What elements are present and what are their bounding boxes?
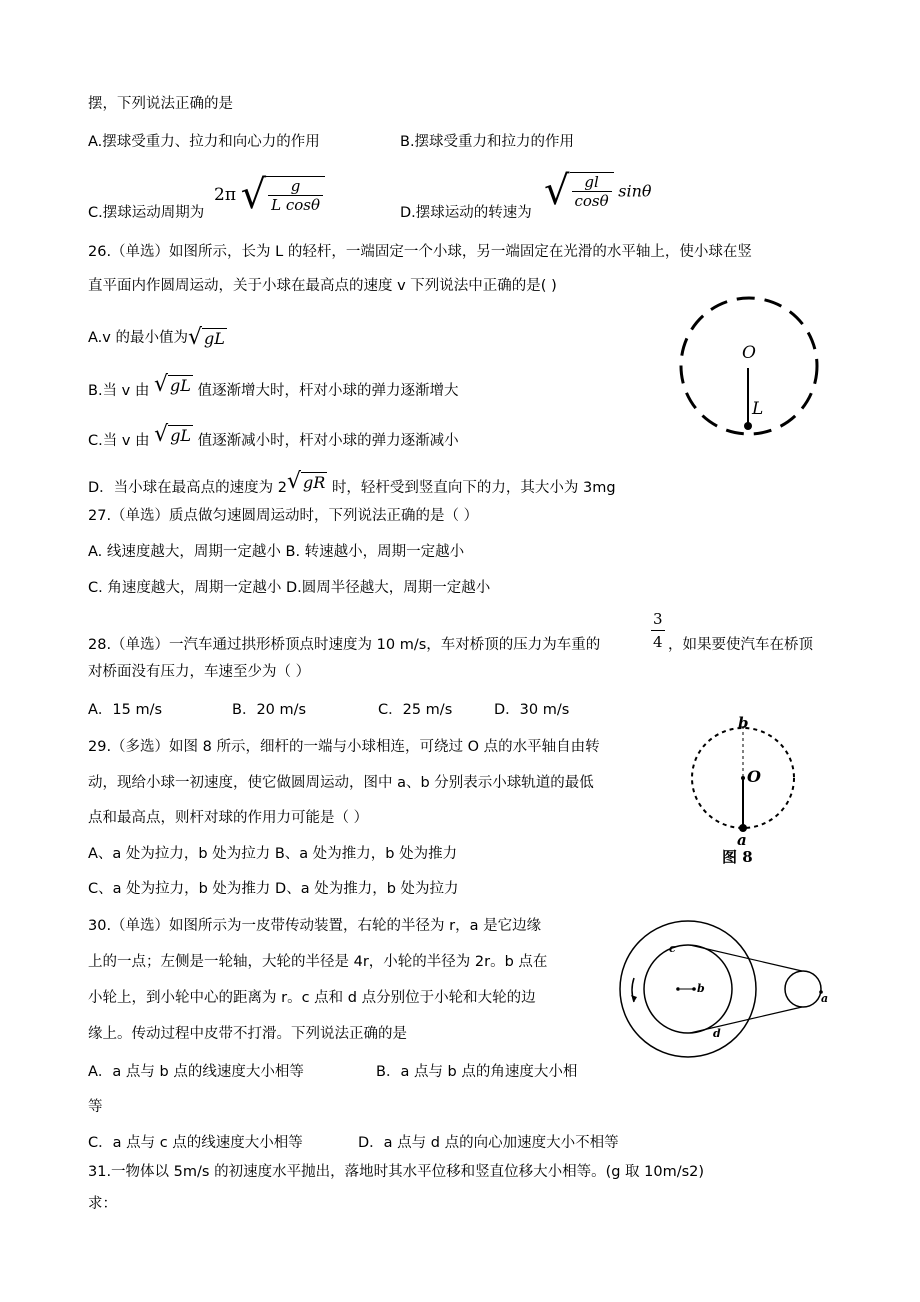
q28-option-c: C．25 m/s xyxy=(378,702,453,718)
q30-rotation-arrowhead xyxy=(631,995,637,1002)
q30-belt-bottom xyxy=(690,1007,802,1033)
q30-point-b xyxy=(692,987,696,991)
q26-option-b-post: 值逐渐增大时，杆对小球的弹力逐渐增大 xyxy=(197,383,459,399)
q29-stem-line3: 点和最高点，则杆对球的作用力可能是（ ） xyxy=(88,810,369,826)
q25-c-formula xyxy=(214,172,325,218)
q27-stem: 27.（单选）质点做匀速圆周运动时，下列说法正确的是（ ） xyxy=(88,508,479,524)
q27-options-ab: A. 线速度越大，周期一定越小 B. 转速越小，周期一定越小 xyxy=(88,544,465,560)
q29-options-cd: C、a 处为拉力，b 处为推力 D、a 处为推力，b 处为拉力 xyxy=(88,881,459,897)
q30-label-c: c xyxy=(669,942,676,955)
q26-figure-rod-circle xyxy=(672,290,832,450)
q30-stem-line3: 小轮上，到小轮中心的距离为 r。c 点和 d 点分别位于小轮和大轮的边 xyxy=(88,990,536,1006)
q28-frac-num: 3 xyxy=(651,608,665,631)
q29-label-o: O xyxy=(747,767,761,786)
q25-d-den: cosθ xyxy=(574,192,609,210)
q25-c-num: g xyxy=(268,177,323,196)
q26-c-radical: √ gL xyxy=(154,422,192,447)
q31-stem-line2: 求： xyxy=(88,1196,117,1212)
q28-stem-line2: 对桥面没有压力，车速至少为（ ） xyxy=(88,664,311,680)
q25-option-b: B.摆球受重力和拉力的作用 xyxy=(400,134,575,150)
q25-intro: 摆，下列说法正确的是 xyxy=(88,96,233,112)
q26-ball xyxy=(744,422,752,430)
q29-stem-line1: 29.（多选）如图 8 所示，细杆的一端与小球相连，可绕过 O 点的水平轴自由转 xyxy=(88,739,600,755)
q30-belt-drive-figure xyxy=(610,920,840,1060)
q29-pivot xyxy=(741,776,745,780)
q28-option-d: D．30 m/s xyxy=(494,702,570,718)
q26-a-radical: √ gL xyxy=(187,325,225,350)
q26-option-b-pre: B.当 v 由 xyxy=(88,383,150,399)
q27-options-cd: C. 角速度越大，周期一定越小 D.圆周半径越大，周期一定越小 xyxy=(88,580,491,596)
q26-stem-line1: 26.（单选）如图所示，长为 L 的轻杆，一端固定一个小球，另一端固定在光滑的水平轴上，使小球在竖 xyxy=(88,244,752,260)
q26-a-radicand: gL xyxy=(204,329,225,348)
q25-d-tail: sinθ xyxy=(618,181,652,201)
q25-c-den: L cosθ xyxy=(271,196,320,214)
q30-center-dot xyxy=(676,987,680,991)
q29-options-ab: A、a 处为拉力，b 处为拉力 B、a 处为推力，b 处为推力 xyxy=(88,846,458,862)
q26-option-d xyxy=(88,469,616,498)
q29-stem-line2: 动，现给小球一初速度，使它做圆周运动，图中 a、b 分别表示小球轨道的最低 xyxy=(88,775,594,791)
q30-option-b-line2: 等 xyxy=(88,1099,103,1115)
q30-label-a: a xyxy=(821,992,829,1005)
q26-option-c-post: 值逐渐减小时，杆对小球的弹力逐渐减小 xyxy=(197,433,459,449)
q26-d-radical: √ gR xyxy=(287,469,326,494)
q25-d-radical: √ $\frac{gl}{\cos\theta}$ xyxy=(544,168,614,214)
q28-option-a: A．15 m/s xyxy=(88,702,163,718)
q26-rod-label: L xyxy=(752,399,764,419)
q25-option-d: D.摆球运动的转速为 xyxy=(400,205,532,221)
q31-stem-line1: 31.一物体以 5m/s 的初速度水平抛出，落地时其水平位移和竖直位移大小相等。(g 取 10m/s2) xyxy=(88,1164,705,1180)
q30-label-d: d xyxy=(713,1027,721,1040)
q30-option-c: C．a 点与 c 点的线速度大小相等 xyxy=(88,1135,303,1151)
q26-option-c-pre: C.当 v 由 xyxy=(88,433,150,449)
q28-fraction xyxy=(651,608,665,653)
q29-label-a: a xyxy=(737,831,747,849)
q25-d-formula xyxy=(544,168,652,214)
q26-option-a xyxy=(88,325,227,350)
q26-option-a-text: A.v 的最小值为 xyxy=(88,330,188,346)
q29-label-b: b xyxy=(738,714,749,732)
q30-stem-line2: 上的一点；左侧是一轮轴，大轮的半径是 4r，小轮的半径为 2r。b 点在 xyxy=(88,954,548,970)
q26-option-c xyxy=(88,422,459,451)
q26-c-radicand: gL xyxy=(170,426,192,445)
q25-c-coef: 2π xyxy=(214,185,236,205)
q30-option-a: A．a 点与 b 点的线速度大小相等 xyxy=(88,1064,304,1080)
q26-option-d-post: 时，轻杆受到竖直向下的力，其大小为 3mg xyxy=(331,480,616,496)
q28-frac-den: 4 xyxy=(653,633,663,651)
q30-right-wheel xyxy=(785,971,821,1007)
q26-stem-line2: 直平面内作圆周运动，关于小球在最高点的速度 v 下列说法中正确的是( ) xyxy=(88,278,557,294)
q30-label-b: b xyxy=(697,982,705,995)
q26-b-radical: √ gL xyxy=(153,372,191,397)
q30-stem-line1: 30.（单选）如图所示为一皮带传动装置，右轮的半径为 r，a 是它边缘 xyxy=(88,918,542,934)
q25-d-num: gl xyxy=(572,173,612,192)
q26-option-b xyxy=(88,372,459,401)
q30-belt-top xyxy=(690,945,802,971)
q25-option-c: C.摆球运动周期为 xyxy=(88,205,205,221)
q30-option-d: D．a 点与 d 点的向心加速度大小不相等 xyxy=(358,1135,619,1151)
q30-option-b-line1: B．a 点与 b 点的角速度大小相 xyxy=(376,1064,578,1080)
q29-figure-8 xyxy=(680,712,810,872)
q26-b-radicand: gL xyxy=(170,376,191,395)
q28-option-b: B．20 m/s xyxy=(232,702,307,718)
q28-stem-line1-pre: 28.（单选）一汽车通过拱形桥顶点时速度为 10 m/s，车对桥顶的压力为车重的 xyxy=(88,637,601,653)
q26-d-radicand: gR xyxy=(303,473,326,492)
q29-caption: 图 8 xyxy=(722,848,753,866)
q25-c-radical: √ $\frac{g}{\text{L cosθ}}$ xyxy=(241,172,325,218)
q26-option-d-pre: D．当小球在最高点的速度为 2 xyxy=(88,480,287,496)
q30-stem-line4: 缘上。传动过程中皮带不打滑。下列说法正确的是 xyxy=(88,1026,407,1042)
q26-center-label: O xyxy=(742,343,756,363)
q28-stem-line1-post: ，如果要使汽车在桥顶 xyxy=(668,637,813,653)
q25-option-a: A.摆球受重力、拉力和向心力的作用 xyxy=(88,134,320,150)
